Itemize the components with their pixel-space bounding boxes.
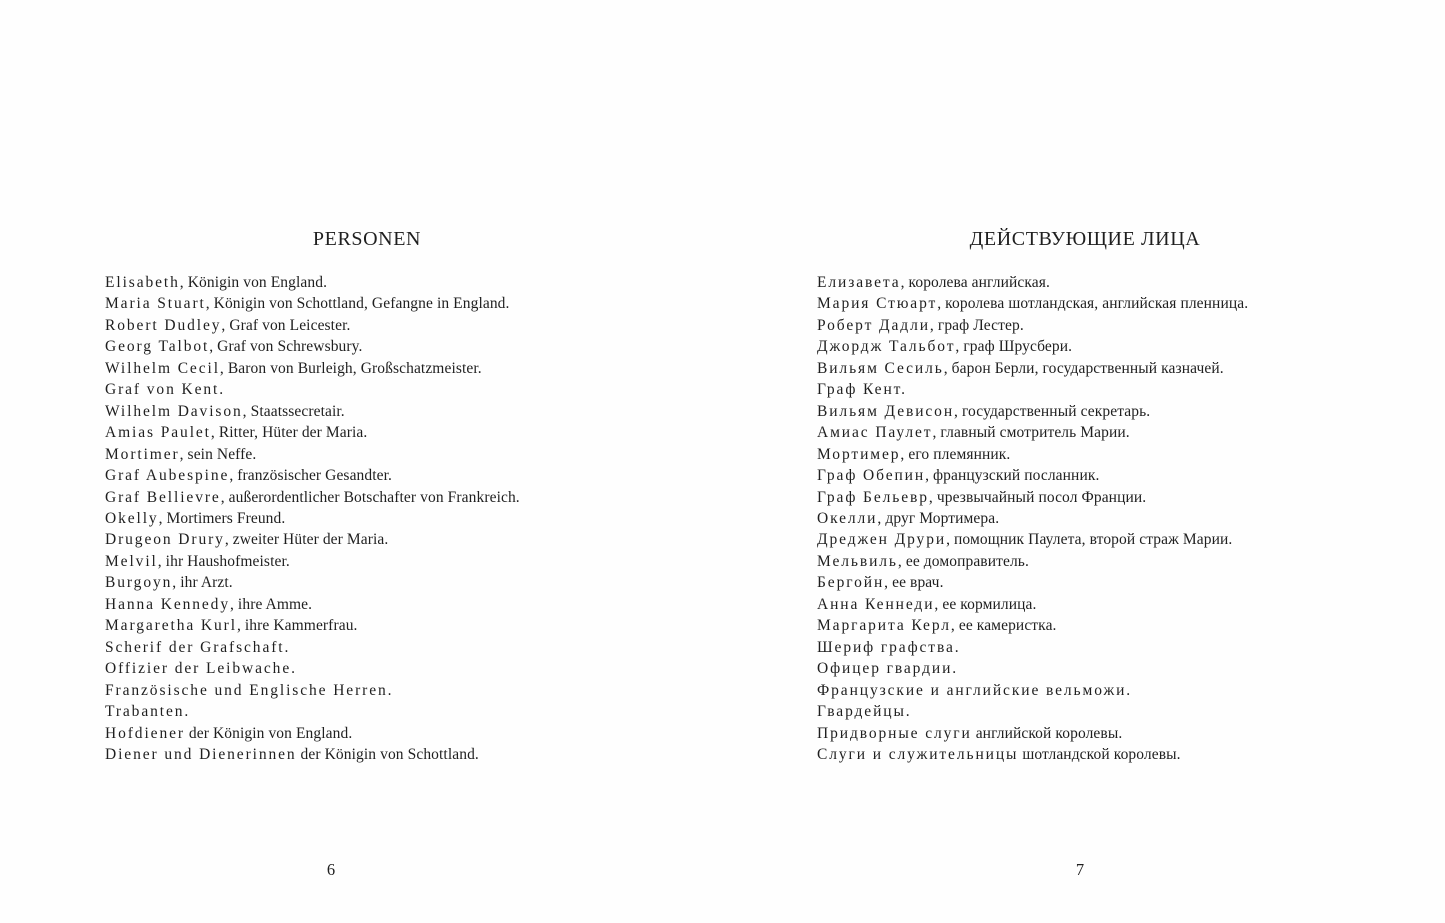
character-name: Граф Обепин [817,467,926,485]
character-name: Дреджен Друри [817,531,947,549]
cast-entry [817,379,1248,400]
cast-entry [817,744,1248,765]
cast-entry [817,358,1248,379]
cast-entry [105,615,520,636]
character-description: , Graf von Schrewsbury. [209,338,363,356]
character-name: Mortimer [105,445,180,463]
character-description: английской королевы. [971,724,1123,742]
cast-entry [105,358,520,379]
cast-entry [105,723,520,744]
character-name: Trabanten. [105,703,191,721]
cast-list-german [105,272,520,765]
character-description: , sein Neffe. [179,445,257,463]
cast-entry [105,701,520,722]
cast-entry [105,508,520,529]
character-description: , Staatssecretair. [242,402,345,420]
page-title-personen: PERSONEN [312,228,422,250]
character-description: , Baron von Burleigh, Großschatzmeister. [219,359,482,377]
character-name: Maria Stuart [105,295,206,313]
character-name: Слуги и служительницы [817,745,1019,763]
character-name: Margaretha Kurl [105,617,237,635]
character-description: , барон Берли, государственный казначей. [943,359,1224,377]
character-name: Вильям Девисон [817,402,955,420]
character-name: Мария Стюарт [817,295,938,313]
cast-entry [817,315,1248,336]
character-name: Бергойн [817,574,885,592]
character-description: , ihr Arzt. [172,574,233,592]
cast-entry [105,637,520,658]
character-description: , ihre Kammerfrau. [236,617,358,635]
character-name: Georg Talbot [105,338,210,356]
character-name: Граф Кент. [817,381,907,399]
cast-entry [817,401,1248,422]
cast-entry [105,551,520,572]
page-title-deystvuyushchie-litsa: ДЕЙСТВУЮЩИЕ ЛИЦА [969,228,1201,250]
cast-entry [105,422,520,443]
cast-entry [817,422,1248,443]
character-description: , Königin von Schottland, Gefangne in England. [205,295,510,313]
cast-entry [105,680,520,701]
character-name: Diener und Dienerinnen [105,745,297,763]
cast-entry [817,272,1248,293]
cast-entry [817,487,1248,508]
character-description: , королева шотландская, английская пленница. [937,295,1249,313]
character-name: Мельвиль [817,552,898,570]
character-description: , граф Лестер. [929,316,1024,334]
character-name: Französische und Englische Herren. [105,681,394,699]
cast-entry [817,723,1248,744]
character-name: Французские и английские вельможи. [817,681,1133,699]
character-name: Анна Кеннеди [817,595,935,613]
character-name: Вильям Сесиль [817,359,944,377]
character-description: , ее врач. [884,574,944,592]
character-name: Офицер гвардии. [817,660,959,678]
character-description: , ihre Amme. [229,595,313,613]
character-description: , ihr Haushofmeister. [157,552,290,570]
character-description: , главный смотритель Марии. [932,424,1130,442]
character-name: Amias Paulet [105,424,211,442]
character-name: Robert Dudley [105,316,222,334]
cast-entry [817,680,1248,701]
cast-list-russian [817,272,1248,765]
cast-entry [105,572,520,593]
cast-entry [817,529,1248,550]
cast-entry [105,315,520,336]
character-description: , чрезвычайный посол Франции. [928,488,1147,506]
cast-entry [817,594,1248,615]
cast-entry [817,551,1248,572]
cast-entry [105,658,520,679]
character-name: Wilhelm Cecil [105,359,220,377]
character-description: , ее домоправитель. [897,552,1029,570]
character-description: , друг Мортимера. [877,509,1000,527]
character-name: Melvil [105,552,158,570]
character-description: , французский посланник. [925,467,1100,485]
character-name: Шериф графства. [817,638,961,656]
character-name: Hanna Kennedy [105,595,230,613]
character-description: , zweiter Hüter der Maria. [224,531,389,549]
cast-entry [817,572,1248,593]
character-name: Okelly [105,509,159,527]
character-name: Drugeon Drury [105,531,225,549]
character-description: , королева английская. [900,274,1050,291]
character-description: , его племянник. [900,445,1011,463]
cast-entry [817,336,1248,357]
cast-entry [105,594,520,615]
character-name: Graf von Kent. [105,381,226,399]
character-description: , Königin von England. [179,274,328,291]
character-description: , Mortimers Freund. [158,509,286,527]
character-description: der Königin von Schottland. [296,745,479,763]
character-name: Придворные слуги [817,724,972,742]
character-name: Elisabeth [105,274,180,291]
cast-entry [105,487,520,508]
cast-entry [105,444,520,465]
cast-entry [105,379,520,400]
character-description: der Königin von England. [184,724,353,742]
cast-entry [105,529,520,550]
cast-entry [105,401,520,422]
character-name: Амиас Паулет [817,424,933,442]
cast-entry [817,508,1248,529]
character-name: Граф Бельевр [817,488,929,506]
character-name: Джордж Тальбот [817,338,956,356]
character-name: Роберт Дадли [817,316,930,334]
character-name: Мортимер [817,445,901,463]
cast-entry [105,293,520,314]
cast-entry [105,744,520,765]
cast-entry [817,701,1248,722]
page-russian [722,0,1445,923]
cast-entry [817,465,1248,486]
cast-entry [105,465,520,486]
character-name: Scherif der Grafschaft. [105,638,291,656]
cast-entry [817,637,1248,658]
character-description: , Graf von Leicester. [221,316,351,334]
cast-entry [817,658,1248,679]
page-number-right: 7 [1075,860,1085,879]
character-description: , Ritter, Hüter der Maria. [210,424,368,442]
character-description: , französischer Gesandter. [229,467,393,485]
character-name: Окелли [817,509,878,527]
character-name: Елизавета [817,274,901,291]
character-description: , граф Шрусбери. [955,338,1073,356]
character-description: , помощник Паулета, второй страж Марии. [946,531,1233,549]
character-name: Гвардейцы. [817,703,912,721]
character-description: , ее кормилица. [934,595,1037,613]
page-german [0,0,722,923]
character-name: Burgoyn [105,574,173,592]
character-name: Offizier der Leibwache. [105,660,297,678]
character-description: шотландской королевы. [1018,745,1181,763]
character-name: Hofdiener [105,724,185,742]
character-name: Graf Aubespine [105,467,230,485]
cast-entry [817,444,1248,465]
character-name: Маргарита Керл [817,617,951,635]
character-description: , außerordentlicher Botschafter von Frankreich. [220,488,520,506]
cast-entry [105,272,520,293]
character-name: Wilhelm Davison [105,402,243,420]
character-description: , государственный секретарь. [954,402,1151,420]
cast-entry [817,293,1248,314]
cast-entry [817,615,1248,636]
character-name: Graf Bellievre [105,488,221,506]
cast-entry [105,336,520,357]
character-description: , ее камеристка. [950,617,1057,635]
page-number-left: 6 [326,860,336,879]
